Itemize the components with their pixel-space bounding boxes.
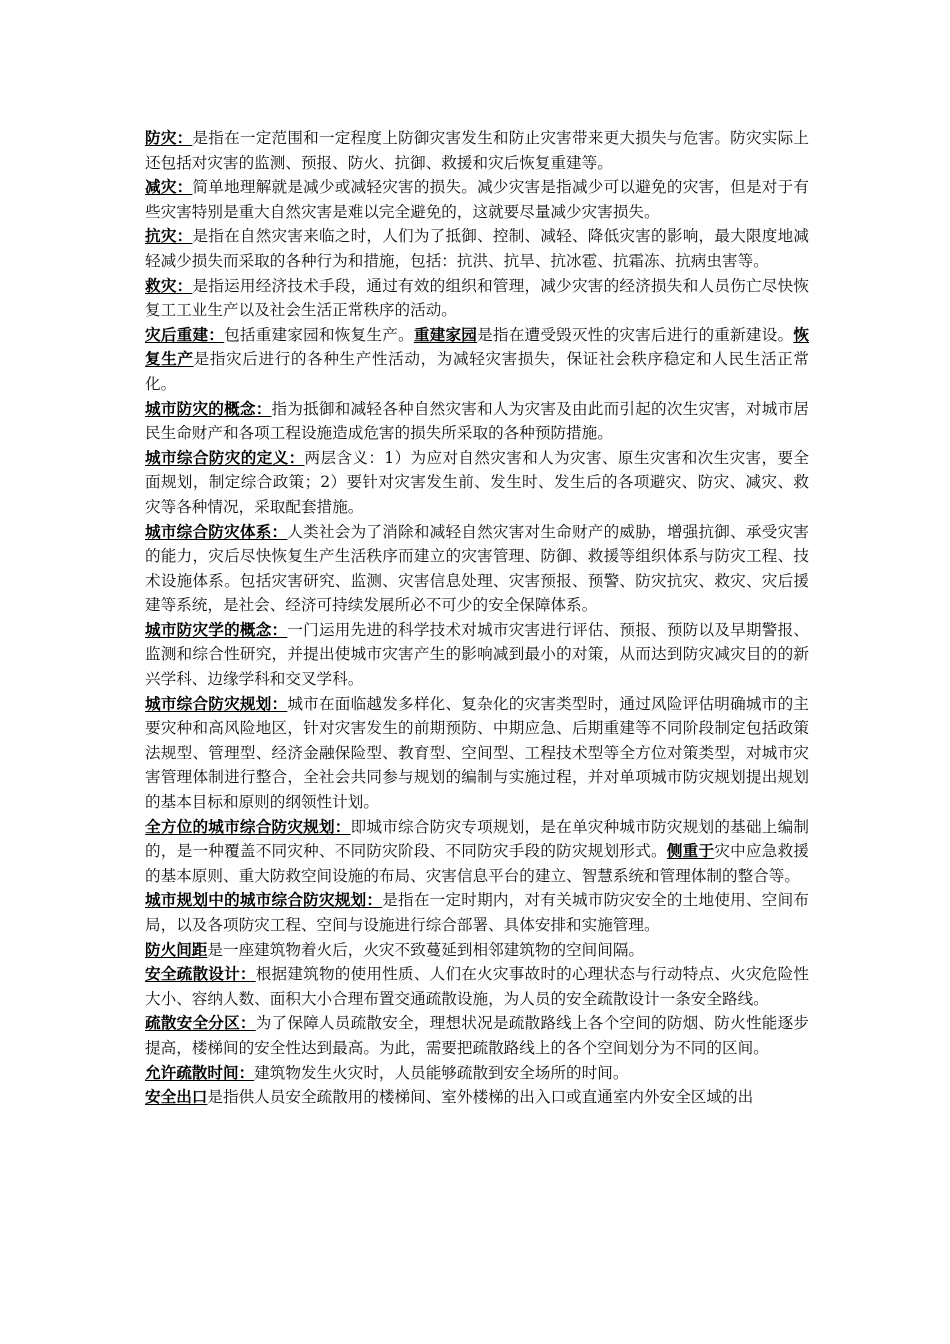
definition-text: 是指运用经济技术手段，通过有效的组织和管理，减少灾害的经济损失和人员伤亡尽快恢复工工业生产以及社会生活正常秩序的活动。: [145, 276, 809, 320]
definition-text: 城市在面临越发多样化、复杂化的灾害类型时，通过风险评估明确城市的主要灾种和高风险地区，针对灾害发生的前期预防、中期应急、后期重建等不同阶段制定包括政策法规型、管理型、经济金融保险型、教育型、空间型、工程技术型等全方位对策类型，对城市灾害管理体制进行整合，全社会共同参与规划的编制与实施过程，并对单项城市防灾规划提出规划的基本目标和原则的纲领性计划。: [145, 694, 809, 812]
definition-text: 指为抵御和减轻各种自然灾害和人为灾害及由此而引起的次生灾害，对城市居民生命财产和各项工程设施造成危害的损失所采取的各种预防措施。: [145, 399, 809, 443]
definition-term: 安全出口: [145, 1088, 208, 1107]
definition-term: 城市综合防灾的定义：: [145, 448, 305, 467]
definition-term: 防灾：: [145, 129, 193, 147]
definition-text: 根据建筑物的使用性质、人们在火灾事故时的心理状态与行动特点、火灾危险性大小、容纳人数、面积大小合理布置交通疏散设施，为人员的安全疏散设计一条安全路线。: [145, 965, 809, 1008]
definition-term: 救灾：: [145, 276, 193, 295]
definition-entry: [145, 938, 809, 963]
definition-text: 是指在一定时期内，对有关城市防灾安全的土地使用、空间布局，以及各项防灾工程、空间与设施进行综合部署、具体安排和实施管理。: [145, 891, 809, 934]
definition-term: 城市防灾学的概念：: [145, 620, 288, 639]
definition-entry: [145, 520, 809, 618]
definition-entry: [145, 692, 809, 815]
definition-term: 疏散安全分区：: [145, 1014, 256, 1033]
definition-entry: [145, 274, 809, 323]
definition-entry: [145, 224, 809, 273]
definition-entry: [145, 888, 809, 937]
definition-term: 灾后重建：: [145, 325, 225, 344]
definition-text: 一门运用先进的科学技术对城市灾害进行评估、预报、预防以及早期警报、监测和综合性研究，并提出使城市灾害产生的影响减到最小的对策，从而达到防灾减灾目的的新兴学科、边缘学科和交叉学科。: [145, 620, 809, 689]
definition-text: 是指供人员安全疏散用的楼梯间、室外楼梯的出入口或直通室内外安全区域的出: [207, 1088, 754, 1107]
sub-term: 重建家园: [413, 325, 478, 344]
definition-entry: [145, 962, 809, 1011]
definition-entry: [145, 397, 809, 446]
definition-entry: [145, 815, 809, 889]
definition-entry: [145, 323, 809, 397]
definition-text: 为了保障人员疏散安全，理想状况是疏散路线上各个空间的防烟、防火性能逐步提高，楼梯间的安全性达到最高。为此，需要把疏散路线上的各个空间划分为不同的区间。: [145, 1014, 809, 1057]
definition-term: 允许疏散时间：: [145, 1063, 255, 1082]
definition-text: 是指在一定范围和一定程度上防御灾害发生和防止灾害带来更大损失与危害。防灾实际上还包括对灾害的监测、预报、防火、抗御、救援和灾后恢复重建等。: [145, 129, 809, 172]
definition-text: 两层含义：1）为应对自然灾害和人为灾害、原生灾害和次生灾害，要全面规划，制定综合政策；2）要针对灾害发生前、发生时、发生后的各项避灾、防灾、减灾、救灾等各种情况，采取配套措施。: [145, 448, 809, 516]
definition-text: 建筑物发生火灾时，人员能够疏散到安全场所的时间。: [254, 1063, 629, 1082]
definition-term: 城市综合防灾规划：: [145, 694, 288, 713]
definition-entry: [145, 175, 809, 224]
definition-text: 是一座建筑物着火后，火灾不致蔓延到相邻建筑物的空间间隔。: [207, 940, 645, 959]
definition-text: 是指灾后进行的各种生产性活动，为减轻灾害损失，保证社会秩序稳定和人民生活正常化。: [145, 350, 809, 393]
definition-entry: [145, 1085, 809, 1110]
definition-term: 减灾：: [145, 178, 193, 197]
definition-text: 是指在遭受毁灭性的灾害后进行的重新建设。: [477, 325, 794, 344]
definition-entry: [145, 1061, 809, 1086]
sub-term: 侧重于: [666, 842, 715, 861]
definition-entry: [145, 1011, 809, 1060]
definition-term: 全方位的城市综合防灾规划：: [145, 817, 351, 836]
definition-term: 城市规划中的城市综合防灾规划：: [145, 891, 383, 910]
definition-text: 包括重建家园和恢复生产。: [224, 325, 414, 344]
definition-term: 城市综合防灾体系：: [145, 522, 288, 541]
definition-entry: [145, 618, 809, 692]
definition-text: 灾中应急救援的基本原则、重大防救空间设施的布局、灾害信息平台的建立、智慧系统和管理体制的整合等。: [145, 842, 809, 885]
definition-entry: [145, 126, 809, 175]
sub-term: 恢复生产: [145, 325, 809, 369]
definition-term: 安全疏散设计：: [145, 965, 256, 984]
definition-term: 城市防灾的概念：: [145, 399, 272, 418]
definition-text: 简单地理解就是减少或减轻灾害的损失。减少灾害是指减少可以避免的灾害，但是对于有些灾害特别是重大自然灾害是难以完全避免的，这就要尽量减少灾害损失。: [145, 178, 809, 221]
definition-term: 抗灾：: [145, 227, 193, 246]
definition-text: 是指在自然灾害来临之时，人们为了抵御、控制、减轻、降低灾害的影响，最大限度地减轻减少损失而采取的各种行为和措施，包括：抗洪、抗旱、抗冰雹、抗霜冻、抗病虫害等。: [145, 227, 809, 270]
definition-text: 即城市综合防灾专项规划，是在单灾种城市防灾规划的基础上编制的，是一种覆盖不同灾种、不同防灾阶段、不同防灾手段的防灾规划形式。: [145, 817, 809, 861]
definition-entry: [145, 446, 809, 520]
definition-term: 防火间距: [145, 940, 208, 959]
document-body: [145, 126, 809, 1110]
definition-text: 人类社会为了消除和减轻自然灾害对生命财产的威胁，增强抗御、承受灾害的能力，灾后尽快恢复生产生活秩序而建立的灾害管理、防御、救援等组织体系与防灾工程、技术设施体系。包括灾害研究、监测、灾害信息处理、灾害预报、预警、防灾抗灾、救灾、灾后援建等系统，是社会、经济可持续发展所必不可少的安全保障体系。: [145, 522, 809, 615]
